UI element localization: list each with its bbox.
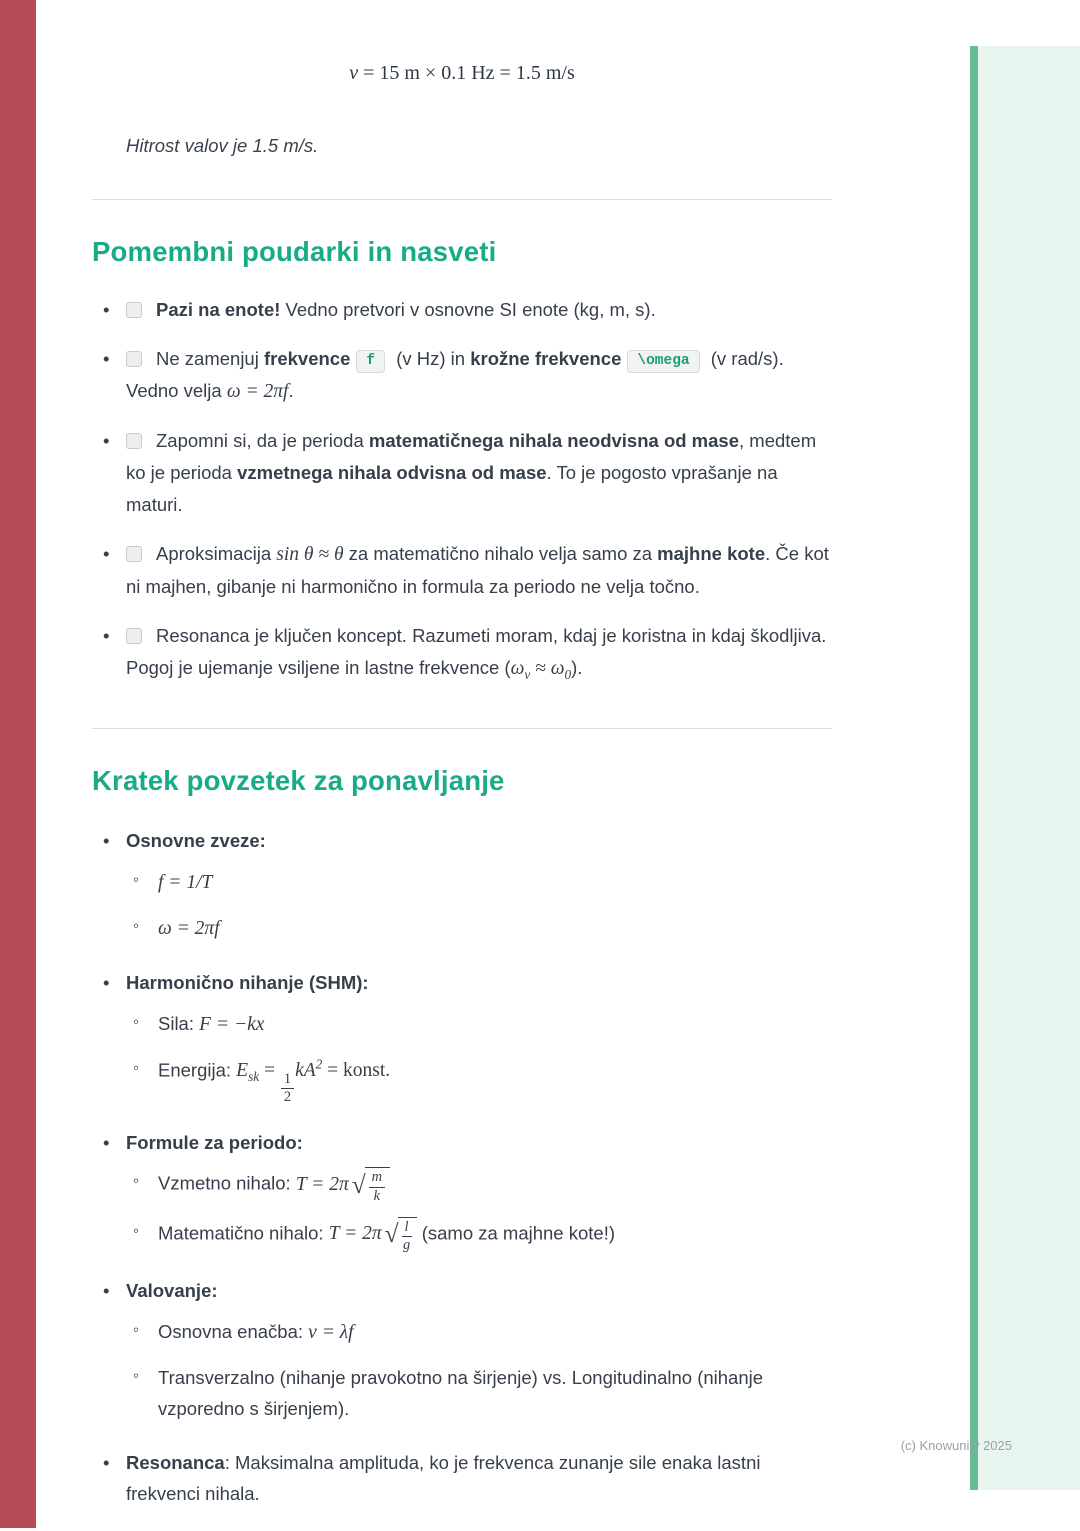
list-item — [126, 912, 832, 945]
sublist — [126, 1167, 832, 1253]
checkbox[interactable] — [126, 546, 142, 562]
tip-text: (v rad/s). Vedno velja — [126, 347, 784, 401]
tip-text: Aproksimacija — [156, 542, 277, 564]
tip-text-bold: vzmetnega nihala odvisna od mase — [237, 461, 547, 483]
sublist — [126, 1008, 832, 1105]
list-item — [92, 1447, 832, 1510]
summary-lead-text: Formule za periodo — [126, 1132, 297, 1154]
sub-item-text: Matematično nihalo: — [158, 1222, 329, 1244]
right-accent-bar — [970, 46, 978, 1490]
fraction-numerator: 1 — [281, 1072, 294, 1089]
tip-text: Zapomni si, da je perioda — [156, 430, 369, 452]
tip-text-bold: Pazi na enote! — [156, 299, 281, 320]
document-content — [92, 0, 832, 1531]
formula-variable: v — [349, 62, 359, 84]
sub-item-text: Energija: — [158, 1059, 237, 1081]
sub-item-text: Osnovna enačba: — [158, 1320, 309, 1342]
inline-math: F = −kx — [199, 1013, 265, 1035]
inline-math: f = 1/T — [158, 871, 213, 893]
list-item — [92, 967, 832, 1105]
divider — [92, 728, 832, 729]
list-item — [92, 825, 832, 945]
math-sqrt — [385, 1217, 417, 1253]
math-superscript: 2 — [315, 1056, 323, 1072]
tip-text: Resonanca je ključen koncept. Razumeti moram, kdaj je koristna in kdaj škodljiva. Pogoj je ujemanje vsiljene in lastne frekvence ( — [126, 624, 827, 678]
list-item — [92, 425, 832, 520]
math-symbol: E — [236, 1060, 249, 1082]
summary-lead-text: Osnovne zveze — [126, 830, 260, 852]
answer-note: Hitrost valov je 1.5 m/s. — [126, 135, 319, 156]
tip-text-bold: krožne frekvence — [470, 347, 622, 369]
fraction-denominator: k — [373, 1187, 381, 1204]
tip-text: Ne zamenjuj — [156, 347, 264, 369]
tip-text-bold: matematičnega nihala neodvisna od mase — [368, 430, 740, 452]
sub-item-text: Transverzalno (nihanje pravokotno na širjenje) vs. Longitudinalno (nihanje vzporedno s širjenjem). — [158, 1366, 764, 1420]
math-symbol: kA — [295, 1060, 316, 1082]
inline-math: v = λf — [308, 1321, 354, 1343]
inline-math: sin θ ≈ θ — [276, 543, 344, 565]
sub-item-text: Sila: — [158, 1012, 200, 1034]
checkbox[interactable] — [126, 302, 142, 318]
list-item — [92, 294, 832, 326]
divider — [92, 199, 832, 200]
checkbox[interactable] — [126, 351, 142, 367]
math-equals: = — [259, 1060, 280, 1082]
summary-lead — [126, 1452, 225, 1473]
inline-math: ω = 2πf — [158, 918, 220, 940]
summary-lead — [126, 972, 369, 993]
math-equals: = konst. — [322, 1060, 391, 1082]
list-item — [92, 538, 832, 603]
summary-lead-colon: : — [211, 1280, 218, 1302]
tip-text: Vedno pretvori v osnovne SI enote (kg, m, s). — [280, 299, 656, 320]
radical-sign: √ — [384, 1220, 399, 1249]
summary-lead-colon: : — [259, 830, 266, 852]
summary-lead — [126, 830, 266, 851]
summary-lead — [126, 1280, 218, 1301]
math-fraction — [402, 1220, 412, 1253]
math-subscript: sk — [248, 1069, 260, 1085]
fraction-denominator: g — [402, 1236, 411, 1253]
list-item — [126, 1362, 832, 1425]
right-accent-panel — [978, 46, 1080, 1490]
summary-lead-text: Valovanje — [126, 1280, 212, 1302]
section-title-summary: Kratek povzetek za ponavljanje — [92, 765, 505, 797]
checkbox[interactable] — [126, 628, 142, 644]
formula-line — [92, 62, 832, 85]
math-subscript: 0 — [564, 666, 572, 682]
checkbox[interactable] — [126, 433, 142, 449]
math-symbol: ω — [510, 657, 525, 679]
formula-text: = 15 m × 0.1 Hz = 1.5 m/s — [358, 62, 575, 84]
math-symbol: T = 2π — [295, 1174, 349, 1196]
tip-text-bold: frekvence — [263, 347, 351, 369]
inline-math — [295, 1169, 390, 1204]
fraction-denominator: 2 — [283, 1088, 292, 1105]
math-fraction — [369, 1170, 385, 1203]
inline-math: ω = 2πf — [226, 380, 289, 402]
fraction-numerator: m — [369, 1170, 385, 1187]
math-subscript: v — [524, 666, 531, 682]
summary-text: : Maksimalna amplituda, ko je frekvenca zunanje sile enaka lastni frekvenci nihala. — [126, 1451, 761, 1504]
math-symbol: T = 2π — [328, 1223, 382, 1245]
list-item — [126, 1008, 832, 1041]
list-item — [92, 1127, 832, 1253]
tip-text: . Če kot ni majhen, gibanje ni harmonično in formula za periodo ne velja točno. — [126, 542, 829, 598]
summary-lead-text: Harmonično nihanje (SHM) — [126, 972, 363, 994]
inline-code-f: f — [356, 350, 385, 373]
summary-lead-colon: : — [362, 972, 369, 994]
tip-text: ). — [571, 656, 583, 678]
list-item — [126, 1316, 832, 1349]
list-item — [126, 1167, 832, 1203]
tip-text-bold: majhne kote — [657, 542, 766, 564]
list-item — [92, 620, 832, 687]
math-symbol: ≈ ω — [530, 657, 565, 679]
summary-lead-text: Resonanca — [126, 1451, 225, 1473]
summary-lead-colon: : — [296, 1132, 303, 1154]
math-sqrt — [352, 1167, 390, 1203]
tip-text: za matematično nihalo velja samo za — [343, 542, 658, 564]
inline-math — [328, 1218, 417, 1253]
tip-text: (v Hz) in — [391, 347, 471, 369]
summary-list — [92, 825, 832, 1509]
section-title-tips: Pomembni poudarki in nasveti — [92, 236, 497, 267]
summary-lead — [126, 1132, 303, 1153]
radical-sign: √ — [351, 1170, 366, 1199]
tip-text: , medtem ko je perioda — [126, 430, 817, 483]
list-item — [92, 343, 832, 408]
tips-list — [92, 294, 832, 686]
sub-item-text: Vzmetno nihalo: — [158, 1173, 296, 1195]
inline-math — [510, 657, 572, 682]
inline-code-omega: \omega — [627, 350, 699, 373]
list-item — [92, 1275, 832, 1424]
fraction-numerator: l — [402, 1220, 412, 1237]
sublist — [126, 1316, 832, 1425]
list-item — [126, 1054, 832, 1105]
math-fraction — [281, 1072, 294, 1105]
left-accent-strip — [0, 0, 36, 1528]
list-item — [126, 1217, 832, 1253]
list-item — [126, 866, 832, 899]
copyright: (c) Knowunity 2025 — [900, 1438, 1012, 1453]
sub-item-text: (samo za majhne kote!) — [416, 1222, 616, 1244]
tip-text: . — [288, 379, 294, 401]
inline-math — [236, 1056, 391, 1105]
tip-text: . To je pogosto vprašanje na maturi. — [126, 461, 778, 515]
sublist — [126, 866, 832, 945]
